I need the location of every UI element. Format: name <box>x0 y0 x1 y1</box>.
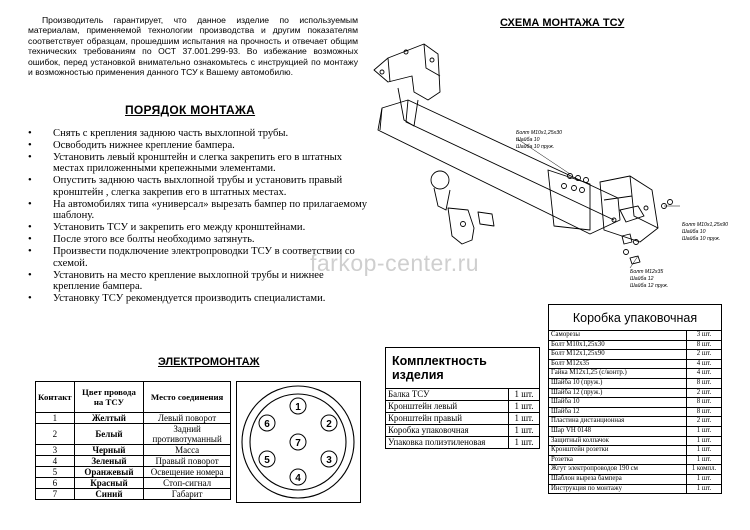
table-row: Жгут электропроводов 190 см 1 компл. <box>549 465 721 475</box>
table-row: 5 Оранжевый Освещение номера <box>36 467 231 478</box>
table-row: Шайба 10 8 шт. <box>549 398 721 408</box>
table-row: 6 Красный Стоп-сигнал <box>36 478 231 489</box>
table-row: Болт М12х35 4 шт. <box>549 359 721 369</box>
table-row: Шайба 12 8 шт. <box>549 407 721 417</box>
table-row: Шайба 12 (пруж.) 2 шт. <box>549 388 721 398</box>
label-washer-10-spring: Шайба 10 пруж. <box>516 144 555 150</box>
pin-label: 4 <box>295 473 301 484</box>
socket-diagram <box>237 382 360 502</box>
step-item: • Установить ТСУ и закрепить его между кронштейнами. <box>28 222 368 234</box>
table-row: Шайба 10 (пруж.) 8 шт. <box>549 378 721 388</box>
step-item: • Опустить заднюю часть выхлопной трубы и установить правый кронштейн , слегка закрепив его в штатных местах. <box>28 175 368 198</box>
installation-title: ПОРЯДОК МОНТАЖА <box>125 103 256 117</box>
table-row: Болт М12х1,25х90 2 шт. <box>549 350 721 360</box>
box-title: Коробка упаковочная <box>549 305 721 331</box>
main-tube <box>378 100 620 234</box>
table-row: Упаковка полиэтиленовая 1 шт. <box>386 437 539 449</box>
right-bracket <box>600 176 658 242</box>
step-item: • Снять с крепления заднюю часть выхлопной трубы. <box>28 128 368 140</box>
step-item: • После этого все болты необходимо затянуть. <box>28 234 368 246</box>
table-row: Инструкция по монтажу 1 шт. <box>549 484 721 493</box>
table-row: 7 Синий Габарит <box>36 489 231 500</box>
table-row: Кронштейн правый 1 шт. <box>386 413 539 425</box>
column-header: Цвет провода на ТСУ <box>74 382 144 413</box>
step-item: • Произвести подключение электропроводки ТСУ в соответствии со схемой. <box>28 246 368 269</box>
table-row: 4 Зеленый Правый поворот <box>36 456 231 467</box>
kit-title: Комплектность изделия <box>386 348 539 389</box>
table-row: Гайка М12х1,25 (с/контр.) 4 шт. <box>549 369 721 379</box>
table-row: Розетка 1 шт. <box>549 455 721 465</box>
bolt-set-right <box>662 200 673 209</box>
socket-pinout <box>236 381 361 503</box>
box-table <box>549 331 721 493</box>
label-washer-10: Шайба 10 <box>516 137 540 143</box>
kit-contents <box>385 347 540 449</box>
warranty-text: Производитель гарантирует, что данное изделие по используемым материалам, применяемой технологии производства и другим показателям соответствует образцам, прошедшим испытания на прочность и отвечает общим технических требованиям по ОСТ 37.001.299-93. Во избежание возможных ошибок, перед установкой внимательно ознакомьтесь с инструкцией по монтажу и возможностью применения данного ТСУ к Вашему автомобилю. <box>28 15 358 78</box>
pin-label: 5 <box>264 455 270 466</box>
step-item: • Освободить нижнее крепление бампера. <box>28 140 368 152</box>
table-row: 2 Белый Задний противотуманный <box>36 424 231 445</box>
pin-label: 3 <box>326 455 332 466</box>
installation-steps <box>28 128 368 305</box>
table-row: 1 Желтый Левый поворот <box>36 413 231 424</box>
tow-ball <box>431 171 449 189</box>
label-washer-10-spring: Шайба 10 пруж. <box>682 236 721 242</box>
table-row: Пластина дистанционная 2 шт. <box>549 417 721 427</box>
table-row: Саморезы 3 шт. <box>549 331 721 340</box>
wiring-table <box>35 381 231 500</box>
label-washer-12: Шайба 12 <box>630 276 654 282</box>
table-row: Коробка упаковочная 1 шт. <box>386 425 539 437</box>
step-item: • Установить левый кронштейн и слегка закрепить его в штатных местах приложенными крепежными элементами. <box>28 152 368 175</box>
label-washer-10: Шайба 10 <box>682 229 706 235</box>
box-contents <box>548 304 722 494</box>
table-row: Кронштейн розетки 1 шт. <box>549 446 721 456</box>
label-bolt-m10x30: Болт М10х1,25х30 <box>516 130 562 136</box>
label-washer-12-spring: Шайба 12 пруж. <box>630 283 669 289</box>
table-row: Балка ТСУ 1 шт. <box>386 389 539 401</box>
step-item: • На автомобилях типа «универсал» вырезать бампер по прилагаемому шаблону. <box>28 199 368 222</box>
pin-label: 2 <box>326 419 332 430</box>
table-row: Болт М10х1,25х30 8 шт. <box>549 340 721 350</box>
scheme-title: СХЕМА МОНТАЖА ТСУ <box>500 17 625 29</box>
bolt-set-lower <box>622 234 640 264</box>
table-row: Шар VH 0148 1 шт. <box>549 426 721 436</box>
pin-label: 6 <box>264 419 270 430</box>
table-row: 3 Черный Масса <box>36 445 231 456</box>
label-bolt-m12x35: Болт М12х35 <box>630 269 664 275</box>
table-row: Шаблон выреза бампера 1 шт. <box>549 474 721 484</box>
kit-table <box>386 389 539 448</box>
table-row: Кронштейн левый 1 шт. <box>386 401 539 413</box>
label-bolt-m10x90: Болт М10х1,25х90 <box>682 222 728 228</box>
table-row: Защитный колпачок 1 шт. <box>549 436 721 446</box>
step-item: • Установить на место крепление выхлопной трубы и нижнее крепление бампера. <box>28 270 368 293</box>
electro-title: ЭЛЕКТРОМОНТАЖ <box>158 356 260 368</box>
pin-label: 1 <box>295 402 301 413</box>
towbar-assembly-drawing <box>368 30 740 289</box>
column-header: Контакт <box>36 382 75 413</box>
watermark: farkop-center.ru <box>310 250 480 276</box>
step-item: • Установку ТСУ рекомендуется производить специалистами. <box>28 293 368 305</box>
column-header: Место соединения <box>144 382 231 413</box>
bolt-set-upper <box>562 174 589 193</box>
pin-label: 7 <box>295 438 301 449</box>
table-header-row <box>36 382 231 413</box>
